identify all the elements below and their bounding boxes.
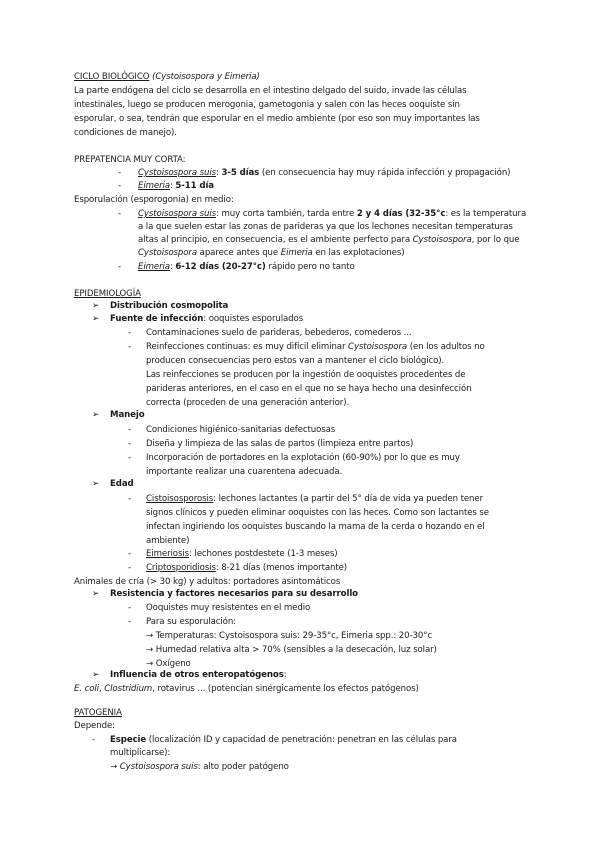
arrow-bullet-icon: ➢ [92, 410, 100, 420]
ciclo-line-2: intestinales, luego se producen merogonia, gametogonia y salen con las heces ooquiste sin [74, 100, 460, 110]
text-run: : es la temperatura [445, 209, 527, 219]
text-run: : alto poder patógeno [197, 762, 289, 772]
species-name: E. coli [74, 684, 99, 694]
manejo-line-3: Incorporación de portadores en la explotación (60-90%) por lo que es muy [146, 453, 460, 463]
text-run-bold: 6-12 días (20-27°c) [175, 262, 266, 272]
esporulacion-eim: Eimeria: 6-12 días (20-27°c) rápido pero no tanto [138, 262, 355, 272]
resistencia-line-4: → Humedad relativa alta > 70% (sensibles a la desecación, luz solar) [146, 645, 437, 655]
ciclo-line-1: La parte endógena del ciclo se desarrolla en el intestino delgado del suido, invade las células [74, 86, 467, 96]
esporulacion-line-2: a la que suelen estar las zonas de parideras ya que los lechones necesitan temperaturas [138, 222, 513, 232]
dash-bullet: - [118, 168, 122, 178]
text-run: (en los adultos no [409, 342, 485, 352]
species-name: Eimeria [280, 248, 313, 258]
manejo-line-1: Condiciones higiénico-sanitarias defectuosas [146, 425, 336, 435]
species-name: Cystoisospora [138, 248, 198, 258]
patogenia-title: PATOGENIA [74, 708, 122, 718]
prepatencia-cys: Cystoisospora suis: 3-5 días (en consecuencia hay muy rápida infección y propagación) [138, 168, 511, 178]
prepatencia-cys-days: 3-5 días [221, 168, 260, 178]
resistencia: Resistencia y factores necesarios para su desarrollo [110, 589, 358, 599]
influencia [110, 670, 287, 681]
edad-line-6 [146, 563, 347, 574]
resistencia-line-2: Para su esporulación: [146, 617, 236, 627]
distribucion: Distribución cosmopolita [110, 301, 229, 311]
text-run: : ooquistes esporulados [203, 314, 304, 324]
text-run: altas al principio, en consecuencia, es el ambiente perfecto para [138, 235, 410, 245]
dash-bullet: - [128, 342, 132, 352]
dash-bullet: - [128, 549, 132, 559]
edad-line-1 [146, 494, 483, 505]
esporulacion-line-4 [138, 248, 404, 259]
text-run: : muy corta también, tarda entre [216, 209, 355, 219]
patogenia-especie-line-2: multiplicarse): [110, 748, 171, 758]
species-name: Eimeria [138, 181, 170, 191]
edad-line-3: infectan ingiriendo los ooquistes buscando la mama de la cerda o hozando en el [146, 522, 485, 532]
fuente-line-4: Las reinfecciones se producen por la ingestión de ooquistes procedentes de [146, 370, 466, 380]
species-name: Eimeria [138, 262, 170, 272]
patogenia-especie [110, 735, 457, 746]
species-name: Cystoisospora [348, 342, 408, 352]
fuente-line-1: Contaminaciones suelo de parideras, bebederos, comederos ... [146, 328, 412, 338]
species-name: Cystoisospora [412, 235, 472, 245]
esporulacion-line-1 [138, 209, 526, 220]
resistencia-line-3: → Temperaturas: Cystoisospora suis: 29-35°c, Eimeria spp.: 20-30°c [146, 631, 433, 641]
dash-bullet: - [118, 181, 122, 191]
dash-bullet: - [128, 328, 132, 338]
fuente-infeccion [110, 314, 303, 325]
manejo: Manejo [110, 410, 145, 420]
text-run: : [283, 670, 287, 680]
arrow-icon: → [110, 762, 120, 772]
disease-name: Eimeriosis [146, 549, 189, 559]
species-name: Cystoisospora suis [138, 209, 217, 219]
prepatencia-cys-rest: (en consecuencia hay muy rápida infección y propagación) [261, 168, 511, 178]
influencia-line [74, 684, 419, 695]
arrow-bullet-icon: ➢ [92, 589, 100, 599]
resistencia-line-5: → Oxígeno [146, 659, 191, 669]
edad-line-4: ambiente) [146, 536, 190, 546]
text-run-bold: Fuente de infección [110, 314, 204, 324]
dash-bullet: - [118, 209, 122, 219]
fuente-line-5: parideras anteriores, en el caso en el que no se haya hecho una desinfección [146, 384, 472, 394]
fuente-line-2 [146, 342, 485, 353]
animales-cria: Animales de cría (> 30 kg) y adultos: portadores asintomáticos [74, 577, 341, 587]
species-name: Cystoisospora suis [138, 168, 217, 178]
text-run: aparece antes que [199, 248, 279, 258]
ciclo-line-3: esporular, o sea, tendrán que esporular en el medio ambiente (por eso son muy importantes las [74, 114, 480, 124]
patogenia-depende: Depende: [74, 721, 115, 731]
patogenia-arrow-line [110, 762, 289, 773]
manejo-line-4: importante realizar una cuarentena adecuada. [146, 467, 343, 477]
text-run-bold: Influencia de otros enteropatógenos [110, 670, 284, 680]
arrow-bullet-icon: ➢ [92, 314, 100, 324]
esporulacion-title: Esporulación (esporogonia) en medio: [74, 195, 234, 205]
text-run: , rotavirus ... (potencian sinérgicamente los efectos patógenos) [152, 684, 419, 694]
dash-bullet: - [128, 439, 132, 449]
text-run: en las explotaciones) [315, 248, 405, 258]
dash-bullet: - [128, 453, 132, 463]
fuente-line-6: correcta (proceden de una generación anterior). [146, 398, 350, 408]
dash-bullet: - [118, 262, 122, 272]
prepatencia-eim-days: 5-11 día [175, 181, 214, 191]
edad-line-2: signos clínicos y pueden eliminar ooquistes con las heces. Como son lactantes se [146, 508, 489, 518]
text-run: : lechones lactantes (a partir del 5° día de vida ya pueden tener [213, 494, 483, 504]
prepatencia-title: PREPATENCIA MUY CORTA: [74, 155, 186, 165]
dash-bullet: - [128, 603, 132, 613]
text-run: , [98, 684, 105, 694]
fuente-line-3: producen consecuencias pero estos van a mantener el ciclo biológico). [146, 356, 445, 366]
text-run: : lechones postdestete (1-3 meses) [189, 549, 338, 559]
text-run: rápido pero no tanto [268, 262, 355, 272]
dash-bullet: - [92, 735, 96, 745]
disease-name: Criptosporidiosis [146, 563, 216, 573]
manejo-line-2: Diseña y limpieza de las salas de partos (limpieza entre partos) [146, 439, 414, 449]
ciclo-title-paren: (Cystoisospora y Eimeria) [152, 72, 260, 82]
text-run: Reinfecciones continuas: es muy difícil eliminar [146, 342, 346, 352]
text-run: , por lo que [471, 235, 520, 245]
text-run-bold: 2 y 4 días (32-35°c [356, 209, 446, 219]
arrow-bullet-icon: ➢ [92, 670, 100, 680]
dash-bullet: - [128, 494, 132, 504]
dash-bullet: - [128, 563, 132, 573]
species-name: Clostridium [104, 684, 153, 694]
species-name: Cystoisospora suis [119, 762, 198, 772]
text-run-bold: Especie [110, 735, 147, 745]
text-run: : 8-21 días (menos importante) [215, 563, 348, 573]
resistencia-line-1: Ooquistes muy resistentes en el medio [146, 603, 311, 613]
prepatencia-eim: Eimeria: 5-11 día [138, 181, 214, 191]
disease-name: Cistoisosporosis [146, 494, 214, 504]
dash-bullet: - [128, 425, 132, 435]
arrow-bullet-icon: ➢ [92, 479, 100, 489]
esporulacion-line-3 [138, 235, 519, 246]
edad: Edad [110, 479, 134, 489]
epidemiologia-title: EPIDEMIOLOGÍA [74, 289, 141, 299]
ciclo-heading [74, 72, 260, 83]
dash-bullet: - [128, 617, 132, 627]
ciclo-title: CICLO BIOLÓGICO [74, 72, 150, 82]
arrow-bullet-icon: ➢ [92, 301, 100, 311]
edad-line-5 [146, 549, 337, 560]
ciclo-line-4: condiciones de manejo). [74, 128, 177, 138]
text-run: (localización ID y capacidad de penetración: penetran en las células para [148, 735, 457, 745]
